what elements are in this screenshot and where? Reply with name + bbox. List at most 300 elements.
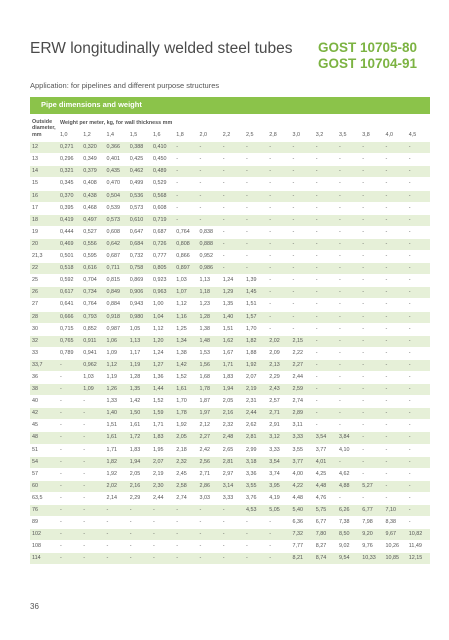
weight-cell: 0,888 [198,238,221,250]
weight-cell: - [360,396,383,408]
diameter-cell: 76 [30,505,58,517]
weight-cell: 1,00 [151,299,174,311]
weight-cell: 1,71 [221,359,244,371]
weight-cell: - [407,299,430,311]
weight-cell: - [360,408,383,420]
weight-cell: 0,684 [128,238,151,250]
weight-cell: - [384,214,407,226]
weight-cell: 1,83 [128,444,151,456]
weight-cell: - [267,275,290,287]
weight-cell: - [384,154,407,166]
weight-cell: - [198,541,221,553]
weight-cell: - [128,541,151,553]
weight-cell: 0,610 [128,214,151,226]
weight-cell: - [174,154,197,166]
weight-cell: 1,38 [174,347,197,359]
weight-cell: 8,38 [384,517,407,529]
weight-cell: 1,12 [105,359,128,371]
weight-cell: - [407,287,430,299]
weight-cell: 2,02 [267,335,290,347]
weight-cell: - [198,154,221,166]
weight-cell: 3,33 [221,492,244,504]
weight-cell: - [221,166,244,178]
weight-cell: - [337,492,360,504]
weight-cell: - [267,166,290,178]
weight-cell: 0,734 [81,287,104,299]
section-header [30,97,430,114]
diameter-cell: 12 [30,142,58,154]
weight-cell: 3,12 [267,432,290,444]
weight-cell: 1,67 [221,347,244,359]
weight-cell: 1,59 [151,408,174,420]
weight-cell: - [384,311,407,323]
diameter-cell: 108 [30,541,58,553]
table-row [30,541,430,553]
weight-cell: - [221,238,244,250]
weight-cell: 3,55 [291,444,314,456]
weight-cell: - [314,384,337,396]
weight-cell: - [221,226,244,238]
weight-cell: 1,45 [244,287,267,299]
weight-cell: - [360,432,383,444]
weight-cell: - [291,287,314,299]
diameter-cell: 26 [30,287,58,299]
weight-cell: 1,44 [151,384,174,396]
diameter-cell: 17 [30,202,58,214]
weight-cell: 1,09 [105,347,128,359]
weight-cell: - [105,505,128,517]
weight-cell: - [384,263,407,275]
weight-cell: - [151,529,174,541]
weight-cell: - [244,263,267,275]
weight-cell: - [198,142,221,154]
weight-cell: 1,19 [105,371,128,383]
weight-cell: - [360,275,383,287]
table-row [30,529,430,541]
weight-cell: - [267,214,290,226]
weight-cell: - [244,553,267,565]
weight-cell: 1,03 [81,371,104,383]
weight-cell: - [58,444,81,456]
weight-cell: - [221,251,244,263]
diameter-cell: 45 [30,420,58,432]
weight-cell: - [267,517,290,529]
weight-cell: 0,529 [151,178,174,190]
weight-cell: - [81,492,104,504]
weight-cell: - [128,517,151,529]
weight-cell: - [81,529,104,541]
weight-cell: - [128,553,151,565]
weight-cell: - [360,263,383,275]
weight-cell: - [337,154,360,166]
weight-cell: - [314,154,337,166]
weight-cell: 0,962 [81,359,104,371]
weight-cell: - [174,529,197,541]
weight-cell: 12,15 [407,553,430,565]
weight-cell: 1,12 [151,323,174,335]
weight-cell: 0,849 [105,287,128,299]
weight-cell: 0,647 [128,226,151,238]
weight-cell: - [360,420,383,432]
weight-cell: - [314,396,337,408]
weight-cell: - [337,456,360,468]
weight-cell: - [407,396,430,408]
weight-cell: 1,78 [198,384,221,396]
diameter-cell: 18 [30,214,58,226]
weight-cell: 2,19 [151,468,174,480]
weight-cell: 0,963 [151,287,174,299]
weight-cell: 2,57 [267,396,290,408]
weight-cell: 0,444 [58,226,81,238]
weight-cell: - [407,468,430,480]
weight-cell: - [151,505,174,517]
weight-cell: 1,39 [244,275,267,287]
table-row [30,275,430,287]
weight-cell: - [407,154,430,166]
weight-cell: 0,641 [58,299,81,311]
weight-cell: 0,980 [128,311,151,323]
weight-cell: - [384,287,407,299]
weight-cell: - [360,492,383,504]
weight-cell: 2,27 [291,359,314,371]
table-row [30,468,430,480]
weight-cell: 0,719 [151,214,174,226]
diameter-cell: 30 [30,323,58,335]
table-row [30,492,430,504]
weight-cell: - [360,456,383,468]
weight-cell: 0,789 [58,347,81,359]
pipe-weight-table [30,118,430,565]
weight-cell: - [314,299,337,311]
table-row [30,323,430,335]
weight-cell: - [384,142,407,154]
weight-cell: 10,82 [407,529,430,541]
diameter-cell: 102 [30,529,58,541]
weight-cell: - [407,505,430,517]
table-row [30,553,430,565]
weight-cell: 0,462 [128,166,151,178]
weight-cell: 0,271 [58,142,81,154]
weight-cell: 1,40 [105,408,128,420]
weight-cell: - [337,226,360,238]
weight-cell: - [360,384,383,396]
weight-cell: 1,82 [244,335,267,347]
weight-cell: - [337,299,360,311]
weight-cell: 0,438 [81,190,104,202]
weight-cell: 1,83 [151,432,174,444]
weight-cell: 0,642 [105,238,128,250]
weight-cell: - [81,505,104,517]
weight-cell: 2,74 [291,396,314,408]
weight-cell: - [337,190,360,202]
diameter-cell: 114 [30,553,58,565]
diameter-cell: 36 [30,371,58,383]
weight-cell: - [81,541,104,553]
weight-cell: - [384,396,407,408]
weight-cell: - [407,323,430,335]
table-row [30,178,430,190]
weight-cell: 0,608 [151,202,174,214]
table-row [30,287,430,299]
weight-cell: - [360,299,383,311]
weight-cell: 0,911 [81,335,104,347]
weight-cell: 0,666 [58,311,81,323]
weight-cell: - [384,251,407,263]
weight-cell: - [267,251,290,263]
weight-cell: 0,370 [58,190,81,202]
weight-cell: - [360,287,383,299]
weight-cell: - [291,142,314,154]
weight-cell: - [337,214,360,226]
weight-cell: 6,26 [337,505,360,517]
weight-cell: 3,77 [291,456,314,468]
weight-cell: 0,918 [105,311,128,323]
table-row [30,371,430,383]
weight-cell: - [407,311,430,323]
diameter-cell: 22 [30,263,58,275]
weight-cell: 1,17 [128,347,151,359]
page-title: ERW longitudinally welded steel tubes [30,40,293,57]
weight-cell: - [337,335,360,347]
weight-cell: - [174,553,197,565]
weight-cell: - [58,456,81,468]
weight-cell: - [314,142,337,154]
weight-cell: 7,98 [360,517,383,529]
weight-cell: 1,92 [244,359,267,371]
thickness-header: 3,0 [291,130,314,142]
weight-cell: - [81,468,104,480]
weight-cell: - [337,238,360,250]
weight-cell: - [58,408,81,420]
weight-cell: 3,14 [221,480,244,492]
weight-cell: 8,21 [291,553,314,565]
weight-cell: - [407,359,430,371]
weight-cell: - [407,226,430,238]
weight-cell: - [337,396,360,408]
weight-cell: 11,49 [407,541,430,553]
weight-cell: - [314,166,337,178]
weight-cell: - [384,238,407,250]
diameter-cell: 27 [30,299,58,311]
weight-cell: - [58,432,81,444]
weight-cell: 5,05 [267,505,290,517]
weight-cell: 3,33 [291,432,314,444]
thickness-header: 2,5 [244,130,267,142]
weight-cell: 0,869 [128,275,151,287]
weight-cell: 2,45 [174,468,197,480]
weight-cell: 1,06 [105,335,128,347]
weight-cell: - [58,517,81,529]
weight-cell: - [407,178,430,190]
table-row [30,408,430,420]
weight-cell: - [384,408,407,420]
weight-cell: 1,61 [105,432,128,444]
weight-cell: - [291,311,314,323]
weight-cell: 1,12 [174,299,197,311]
thickness-header: 1,2 [81,130,104,142]
table-row [30,456,430,468]
weight-cell: - [407,420,430,432]
weight-cell: 2,30 [151,480,174,492]
weight-cell: 1,51 [244,299,267,311]
weight-cell: - [244,154,267,166]
weight-cell: 0,941 [81,347,104,359]
weight-cell: 0,704 [81,275,104,287]
weight-cell: - [337,371,360,383]
weight-cell: - [384,480,407,492]
weight-cell: - [407,492,430,504]
weight-cell: 0,296 [58,154,81,166]
weight-cell: - [81,408,104,420]
weight-cell: 2,32 [174,456,197,468]
weight-cell: - [360,311,383,323]
weight-cell: 1,42 [174,359,197,371]
weight-cell: - [407,384,430,396]
weight-cell: - [267,190,290,202]
weight-cell: 2,56 [198,456,221,468]
weight-cell: 0,687 [151,226,174,238]
weight-cell: - [174,505,197,517]
weight-cell: 0,805 [151,263,174,275]
weight-cell: - [314,275,337,287]
weight-cell: - [314,251,337,263]
weight-cell: 2,71 [198,468,221,480]
table-row [30,396,430,408]
weight-cell: - [407,190,430,202]
gost-standard: GOST 10705-80 [318,40,418,55]
weight-cell: - [314,214,337,226]
weight-cell: 1,97 [198,408,221,420]
weight-cell: 0,345 [58,178,81,190]
weight-cell: 0,320 [81,142,104,154]
weight-cell: - [81,553,104,565]
weight-cell: 1,33 [105,396,128,408]
weight-cell: 0,793 [81,311,104,323]
weight-cell: 4,25 [314,468,337,480]
weight-cell: - [221,214,244,226]
diameter-cell: 63,5 [30,492,58,504]
table-row [30,384,430,396]
weight-cell: 1,71 [151,420,174,432]
diameter-cell: 48 [30,432,58,444]
weight-cell: 2,15 [291,335,314,347]
weight-cell: 10,85 [384,553,407,565]
weight-cell: 0,687 [105,251,128,263]
weight-cell: - [221,263,244,275]
weight-cell: 6,36 [291,517,314,529]
weight-cell: 2,18 [174,444,197,456]
weight-cell: - [360,202,383,214]
weight-cell: 0,608 [105,226,128,238]
weight-cell: - [360,238,383,250]
weight-cell: - [407,517,430,529]
weight-cell: - [337,384,360,396]
weight-cell: 2,13 [267,359,290,371]
weight-cell: - [244,541,267,553]
weight-cell: - [221,529,244,541]
weight-cell: - [407,432,430,444]
weight-cell: - [105,541,128,553]
diameter-cell: 89 [30,517,58,529]
weight-cell: 2,29 [128,492,151,504]
weight-cell: 0,401 [105,154,128,166]
weight-cell: 2,44 [151,492,174,504]
weight-cell: 0,777 [151,251,174,263]
weight-cell: 0,573 [105,214,128,226]
weight-cell: - [244,517,267,529]
weight-cell: 6,77 [314,517,337,529]
weight-cell: 1,72 [128,432,151,444]
weight-cell: 1,82 [105,456,128,468]
weight-cell: 0,469 [58,238,81,250]
weight-cell: - [314,323,337,335]
weight-cell: 0,497 [81,214,104,226]
weight-cell: 2,16 [221,408,244,420]
weight-cell: 0,715 [58,323,81,335]
diameter-cell: 60 [30,480,58,492]
weight-cell: 1,07 [174,287,197,299]
weight-cell: - [151,541,174,553]
weight-cell: - [337,408,360,420]
weight-cell: - [58,529,81,541]
weight-cell: 3,55 [244,480,267,492]
weight-cell: 0,470 [105,178,128,190]
weight-cell: 2,29 [267,371,290,383]
weight-cell: - [384,347,407,359]
weight-cell: - [314,238,337,250]
weight-cell: 3,54 [267,456,290,468]
weight-cell: - [384,226,407,238]
weight-cell: - [105,517,128,529]
weight-cell: 2,07 [244,371,267,383]
weight-cell: - [174,202,197,214]
weight-cell: - [267,178,290,190]
thickness-header: 1,8 [174,130,197,142]
weight-cell: 9,76 [360,541,383,553]
weight-cell: 1,92 [174,420,197,432]
weight-cell: - [221,541,244,553]
weight-cell: - [58,492,81,504]
thickness-header: 1,0 [58,130,81,142]
weight-cell: 4,48 [291,492,314,504]
weight-cell: - [151,517,174,529]
weight-cell: - [291,226,314,238]
weight-cell: - [221,517,244,529]
weight-cell: - [81,396,104,408]
weight-cell: - [198,190,221,202]
weight-cell: - [407,408,430,420]
weight-cell: - [267,263,290,275]
diameter-cell: 21,3 [30,251,58,263]
weight-cell: - [81,432,104,444]
weight-cell: 0,489 [151,166,174,178]
weight-cell: 4,19 [267,492,290,504]
weight-cell: 0,592 [58,275,81,287]
weight-cell: - [337,287,360,299]
weight-cell: - [174,142,197,154]
weight-cell: 2,31 [244,396,267,408]
weight-cell: - [384,178,407,190]
weight-cell: - [128,505,151,517]
weight-cell: 2,32 [221,420,244,432]
weight-cell: 1,34 [174,335,197,347]
weight-cell: - [58,505,81,517]
weight-cell: - [267,202,290,214]
weight-cell: 0,366 [105,142,128,154]
table-row [30,190,430,202]
weight-cell: - [244,166,267,178]
weight-cell: - [198,166,221,178]
